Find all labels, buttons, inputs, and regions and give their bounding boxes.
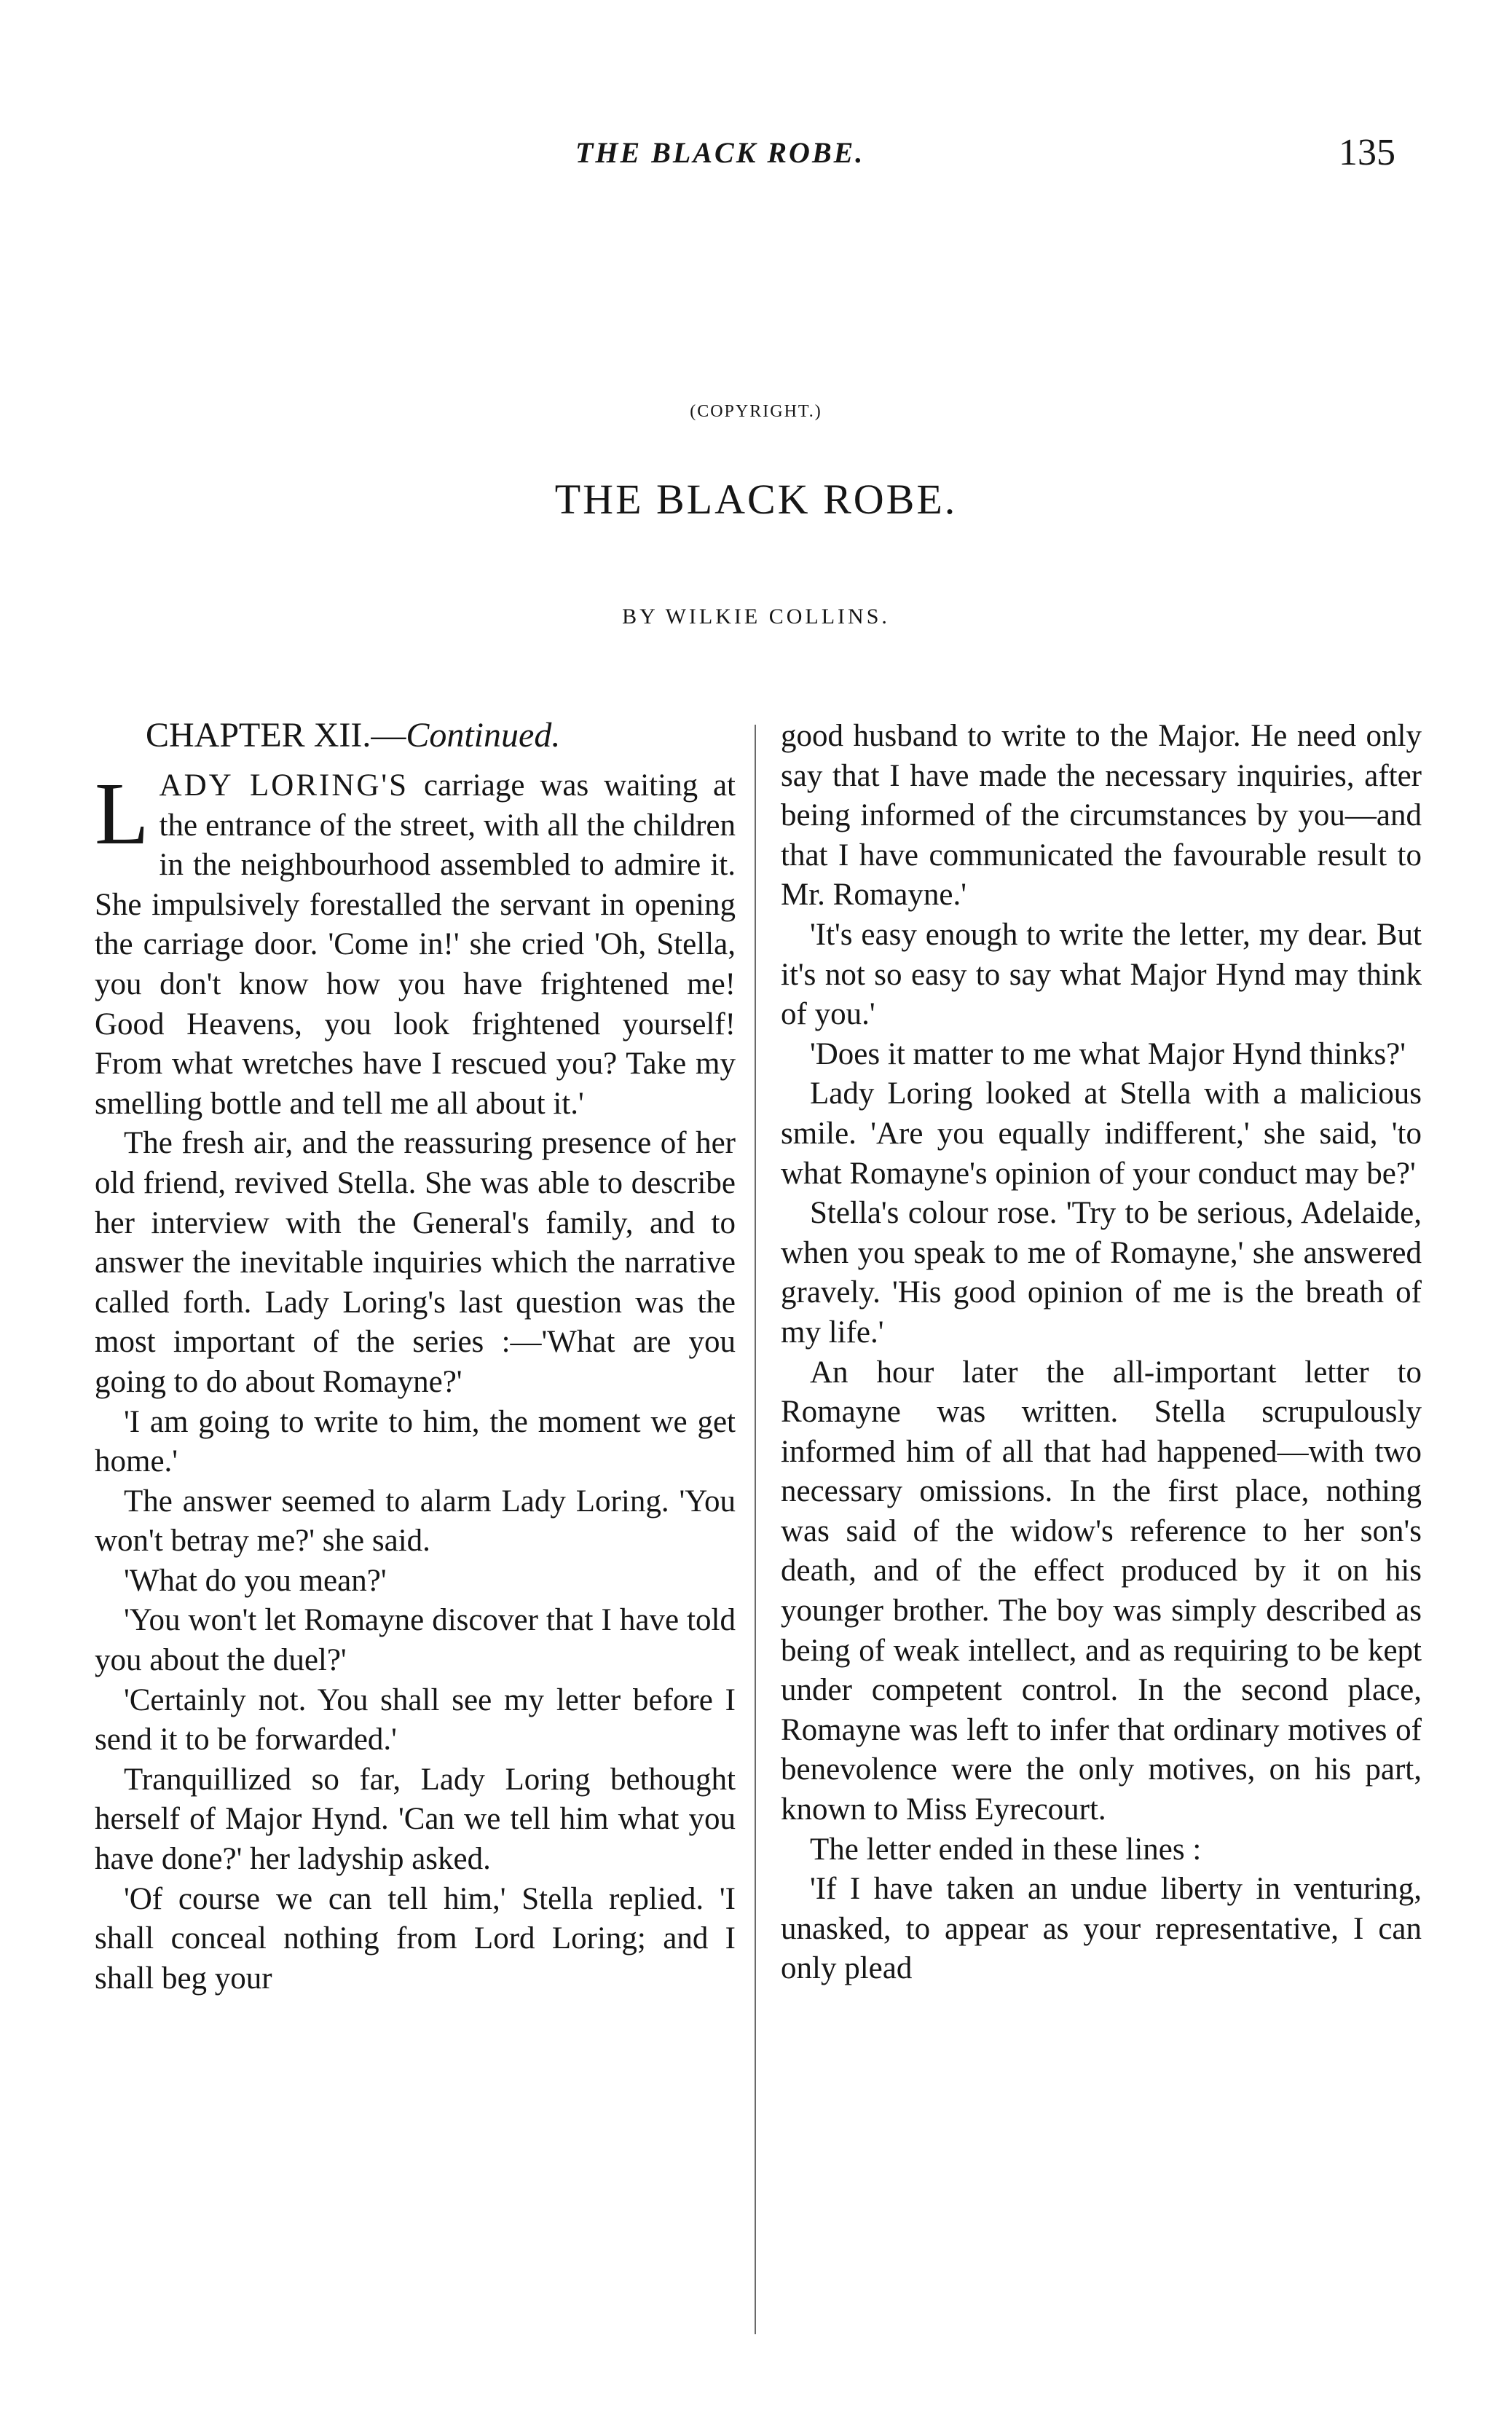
paragraph: Tranquillized so far, Lady Loring bethought herself of Major Hynd. 'Can we tell him what you have done?' her ladyship asked. <box>95 1762 736 1877</box>
paragraph: 'I am going to write to him, the moment we get home.' <box>95 1404 736 1479</box>
column-divider <box>755 725 756 2334</box>
paragraph: Stella's colour rose. 'Try to be serious, Adelaide, when you speak to me of Romayne,' she answered gravely. 'His good opinion of me is the breath of my life.' <box>781 1196 1422 1350</box>
paragraph: The fresh air, and the reassuring presence of her old friend, revived Stella. She was able to describe her interview with the General's family, and to answer the inevitable inquiries which the narrative called forth. Lady Loring's last question was the most important of the series :—'What are you going to do about Romayne?' <box>95 1126 736 1399</box>
continued-paragraph: good husband to write to the Major. He need only say that I have made the necessary inquiries, after being informed of the circumstances by you—and that I have communicated the favourable result to Mr. Romayne.' <box>781 719 1422 913</box>
opening-words: ADY LORING'S <box>159 768 409 803</box>
paragraph: 'What do you mean?' <box>124 1563 387 1598</box>
chapter-continued: Continued. <box>406 716 561 755</box>
paragraph: 'It's easy enough to write the letter, my dear. But it's not so easy to say what Major Hynd may think of you.' <box>781 917 1422 1032</box>
author-byline: BY WILKIE COLLINS. <box>622 604 890 629</box>
paragraph: 'Does it matter to me what Major Hynd thinks?' <box>810 1036 1406 1071</box>
drop-cap: L <box>95 765 149 863</box>
paragraph: 'Certainly not. You shall see my letter before I send it to be forwarded.' <box>95 1682 736 1757</box>
paragraph: The answer seemed to alarm Lady Loring. 'You won't betray me?' she said. <box>95 1484 736 1559</box>
paragraph: Lady Loring looked at Stella with a malicious smile. 'Are you equally indifferent,' she said, 'to what Romayne's opinion of your conduct may be?' <box>781 1076 1422 1191</box>
copyright-notice: (COPYRIGHT.) <box>690 402 822 421</box>
paragraph: 'Of course we can tell him,' Stella replied. 'I shall conceal nothing from Lord Loring; and I shall beg your <box>95 1881 736 1996</box>
paragraph: 'You won't let Romayne discover that I have told you about the duel?' <box>95 1603 736 1678</box>
chapter-heading <box>146 714 736 757</box>
paragraph: An hour later the all-important letter to Romayne was written. Stella scrupulously informed him of all that had happened—with two necessary omissions. In the first place, nothing was said of the widow's reference to her son's death, and of the effect produced by it on his younger brother. The boy was simply described as being of weak intellect, and as requiring to be kept under competent control. In the second place, Romayne was left to infer that ordinary motives of benevolence were the only motives, on his part, known to Miss Eyrecourt. <box>781 1355 1422 1827</box>
opening-paragraph <box>95 766 736 1124</box>
running-title: THE BLACK ROBE. <box>575 136 865 169</box>
paragraph: The letter ended in these lines : <box>810 1832 1202 1867</box>
paragraph: 'If I have taken an undue liberty in venturing, unasked, to appear as your representative, I can only plead <box>781 1872 1422 1986</box>
chapter-number: CHAPTER XII.— <box>146 716 406 755</box>
right-column <box>781 717 1422 1989</box>
page-number: 135 <box>1339 132 1395 173</box>
story-title: THE BLACK ROBE. <box>554 476 958 523</box>
left-column <box>95 714 736 1998</box>
opening-text: carriage was waiting at the entrance of the street, with all the children in the neighbourhood assembled to admire it. She impulsively forestalled the servant in opening the carriage door. 'Come in!' she cried 'Oh, Stella, you don't know how you have frightened me! Good Heavens, you look frightened yourself! From what wretches have I rescued you? Take my smelling bottle and tell me all about it.' <box>95 768 736 1121</box>
